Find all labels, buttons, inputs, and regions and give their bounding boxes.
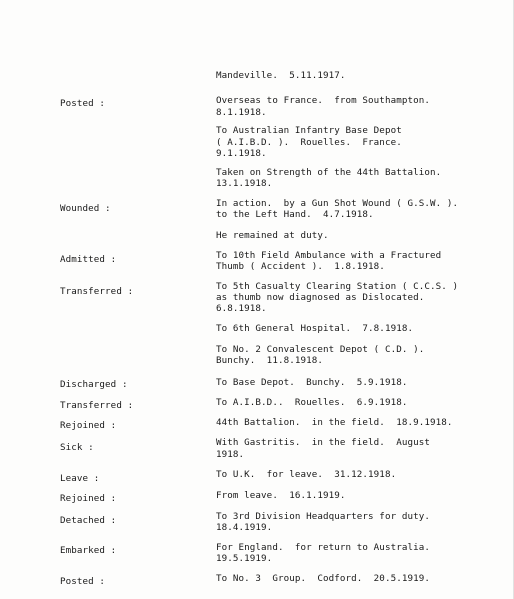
- entry-text: With Gastritis. in the field. August: [216, 437, 430, 448]
- entry-text: To 3rd Division Headquarters for duty.: [216, 511, 430, 522]
- entry-text: 6.8.1918.: [216, 303, 267, 314]
- entry-text: To Australian Infantry Base Depot: [216, 125, 402, 136]
- entry-text: to the Left Hand. 4.7.1918.: [216, 209, 374, 220]
- entry-label: Rejoined :: [60, 420, 117, 431]
- entry-text: To 5th Casualty Clearing Station ( C.C.S. ): [216, 281, 459, 292]
- entry-text: ( A.I.B.D. ). Rouelles. France.: [216, 137, 402, 148]
- entry-text: 18.4.1919.: [216, 522, 273, 533]
- entry-label: Rejoined :: [60, 493, 117, 504]
- entry-text: For England. for return to Australia.: [216, 542, 430, 553]
- entry-label: Leave :: [60, 473, 100, 484]
- entry-text: He remained at duty.: [216, 230, 329, 241]
- entry-text: To U.K. for leave. 31.12.1918.: [216, 469, 397, 480]
- entry-label: Wounded :: [60, 203, 111, 214]
- entry-text: as thumb now diagnosed as Dislocated.: [216, 292, 425, 303]
- entry-label: Posted :: [60, 98, 106, 109]
- entry-label: Detached :: [60, 515, 117, 526]
- entry-label: Posted :: [60, 576, 106, 587]
- entry-text: Thumb ( Accident ). 1.8.1918.: [216, 261, 385, 272]
- entry-text: To No. 3 Group. Codford. 20.5.1919.: [216, 573, 430, 584]
- entry-text: Overseas to France. from Southampton.: [216, 95, 430, 106]
- entry-text: To No. 2 Convalescent Depot ( C.D. ).: [216, 344, 425, 355]
- entry-text: 13.1.1918.: [216, 178, 273, 189]
- entry-text: 8.1.1918.: [216, 107, 267, 118]
- entry-text: 9.1.1918.: [216, 148, 267, 159]
- entry-text: 19.5.1919.: [216, 553, 273, 564]
- header-date: Mandeville. 5.11.1917.: [216, 70, 346, 81]
- entry-text: From leave. 16.1.1919.: [216, 490, 346, 501]
- entry-text: To Base Depot. Bunchy. 5.9.1918.: [216, 377, 408, 388]
- entry-text: To A.I.B.D.. Rouelles. 6.9.1918.: [216, 397, 408, 408]
- entry-label: Embarked :: [60, 545, 117, 556]
- entry-text: Taken on Strength of the 44th Battalion.: [216, 167, 442, 178]
- entry-text: Bunchy. 11.8.1918.: [216, 355, 323, 366]
- entry-label: Sick :: [60, 442, 94, 453]
- entry-text: 1918.: [216, 449, 245, 460]
- entry-text: In action. by a Gun Shot Wound ( G.S.W. ).: [216, 198, 459, 209]
- entry-label: Transferred :: [60, 286, 134, 297]
- entry-text: 44th Battalion. in the field. 18.9.1918.: [216, 417, 453, 428]
- entry-label: Transferred :: [60, 400, 134, 411]
- entry-text: To 6th General Hospital. 7.8.1918.: [216, 323, 414, 334]
- entry-label: Admitted :: [60, 254, 117, 265]
- entry-text: To 10th Field Ambulance with a Fractured: [216, 250, 442, 261]
- entry-label: Discharged :: [60, 379, 128, 390]
